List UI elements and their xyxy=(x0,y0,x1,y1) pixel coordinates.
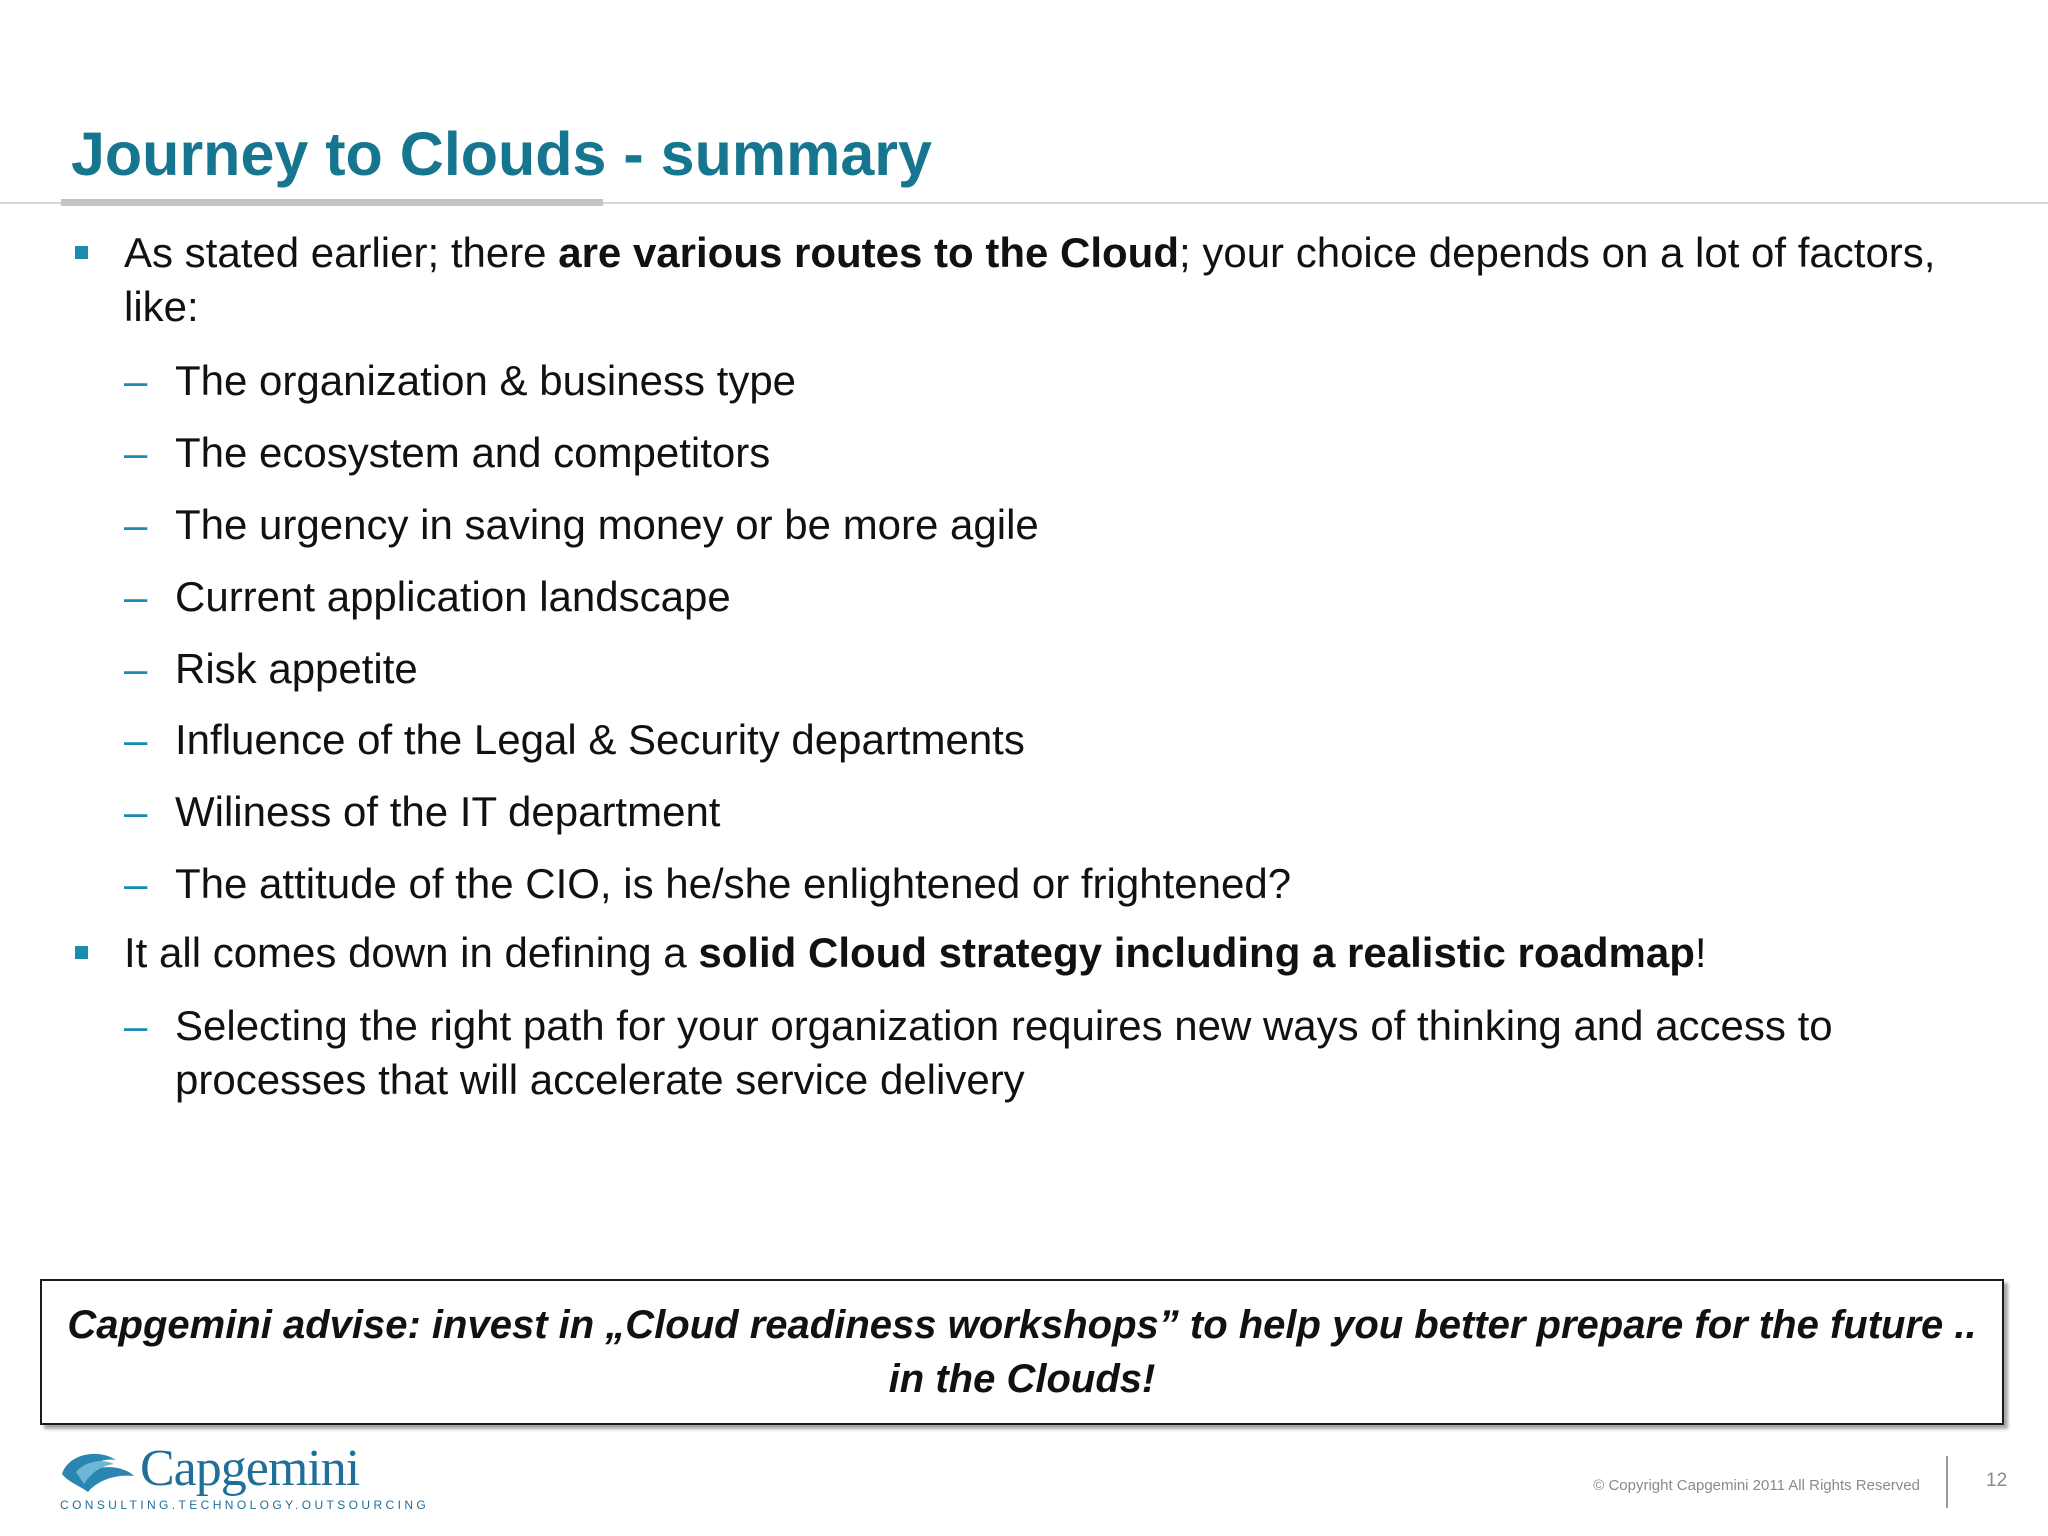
copyright-notice: © Copyright Capgemini 2011 All Rights Reserved xyxy=(1593,1477,1920,1494)
slide-title: Journey to Clouds - summary xyxy=(71,120,932,188)
bullet-routes xyxy=(124,226,1994,334)
logo-wordmark: Capgemini xyxy=(140,1440,360,1497)
dash-icon: – xyxy=(124,573,148,620)
sub-item: The attitude of the CIO, is he/she enlightened or frightened? xyxy=(175,860,1292,907)
bullet-text: As stated earlier; there xyxy=(124,229,559,276)
title-underline-accent xyxy=(61,199,603,206)
bullet-bold-text: solid Cloud strategy including a realistic roadmap xyxy=(698,929,1695,976)
dash-icon: – xyxy=(124,788,148,835)
footer-divider xyxy=(1946,1456,1948,1508)
sub-item: Risk appetite xyxy=(175,645,418,692)
bullet-bold-text: are various routes to the Cloud xyxy=(558,229,1179,276)
square-bullet-icon xyxy=(75,946,88,959)
dash-icon: – xyxy=(124,501,148,548)
capgemini-logo xyxy=(58,1440,430,1516)
logo-tagline: CONSULTING.TECHNOLOGY.OUTSOURCING xyxy=(60,1498,430,1512)
spade-logo-icon xyxy=(58,1444,138,1496)
callout-text: Capgemini advise: invest in „Cloud readiness workshops” to help you better prepare for the future .. in the Clouds! xyxy=(67,1303,1977,1401)
sub-item: The urgency in saving money or be more agile xyxy=(175,501,1039,548)
dash-icon: – xyxy=(124,860,148,907)
sub-item: The ecosystem and competitors xyxy=(175,429,771,476)
page-number: 12 xyxy=(1986,1470,2008,1491)
sub-item: Current application landscape xyxy=(175,573,731,620)
square-bullet-icon xyxy=(75,246,88,259)
bullet-text: ; your choice depends on a lot of factors, like: xyxy=(124,229,1936,330)
sub-item: Influence of the Legal & Security departments xyxy=(175,716,1025,763)
sub-item: Wiliness of the IT department xyxy=(175,788,721,835)
bullet-text: It all comes down in defining a xyxy=(124,929,699,976)
dash-icon: – xyxy=(124,357,148,404)
bullet-text: ! xyxy=(1694,929,1707,976)
bullet-strategy xyxy=(124,926,1994,980)
sub-item: Selecting the right path for your organization requires new ways of thinking and access to processes that will accelerate service delivery xyxy=(175,1002,1833,1103)
dash-icon: – xyxy=(124,1002,148,1049)
dash-icon: – xyxy=(124,645,148,692)
dash-icon: – xyxy=(124,429,148,476)
dash-icon: – xyxy=(124,716,148,763)
sub-item: The organization & business type xyxy=(175,357,797,404)
advice-callout xyxy=(40,1279,2004,1425)
